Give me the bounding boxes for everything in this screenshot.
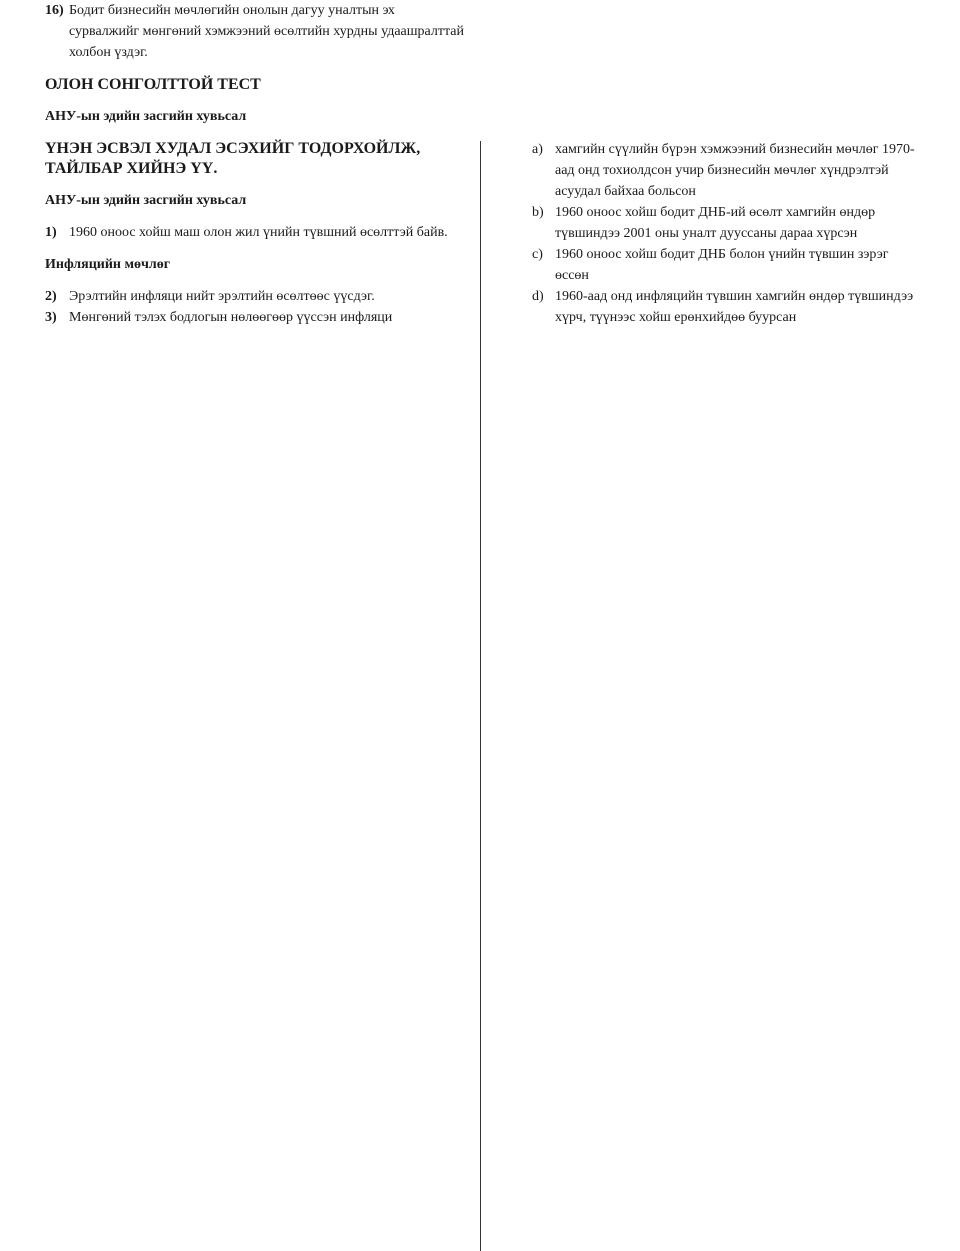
option-a (532, 139, 922, 202)
column-divider (480, 141, 481, 1251)
option-text: 1960-аад онд инфляцийн түвшин хамгийн өндөр түвшиндээ хүрч, түүнээс хойш ерөнхийдөө буурсан (555, 289, 914, 325)
question-number: 2) (45, 289, 57, 304)
question-text: Бодит бизнесийн мөчлөгийн онолын дагуу уналтын эх сурвалжийг мөнгөний хэмжээний өсөлтийн хурдны удаашралттай холбон үздэг. (69, 3, 464, 60)
right-column (532, 139, 922, 328)
question-number: 1) (45, 225, 57, 240)
true-false-heading: ҮНЭН ЭСВЭЛ ХУДАЛ ЭСЭХИЙГ ТОДОРХОЙЛЖ, ТАЙЛБАР ХИЙНЭ ҮҮ. (45, 140, 421, 177)
left-column (45, 139, 465, 328)
question-2 (45, 286, 465, 307)
option-text: 1960 оноос хойш бодит ДНБ болон үнийн түвшин зэрэг өссөн (555, 247, 889, 283)
option-text: 1960 оноос хойш бодит ДНБ-ий өсөлт хамгийн өндөр түвшиндээ 2001 оны уналт дууссаны дараа хүрсэн (555, 205, 876, 241)
option-d (532, 286, 922, 328)
option-text: хамгийн сүүлийн бүрэн хэмжээний бизнесийн мөчлөг 1970-аад онд тохиолдсон учир бизнесийн мөчлөг хүндрэлтэй асуудал байхаа больсон (555, 142, 915, 199)
option-c (532, 244, 922, 286)
question-text: 1960 оноос хойш маш олон жил үнийн түвшний өсөлттэй байв. (69, 225, 448, 240)
section-title: ОЛОН СОНГОЛТТОЙ ТЕСТ (45, 76, 261, 93)
option-letter: a) (532, 142, 543, 157)
question-16 (45, 0, 465, 63)
option-letter: c) (532, 247, 543, 262)
question-text: Мөнгөний тэлэх бодлогын нөлөөгөөр үүссэн инфляци (69, 310, 393, 325)
subsection-title: АНУ-ын эдийн засгийн хувьсал (45, 109, 247, 124)
question-number: 16) (45, 3, 64, 18)
question-1 (45, 222, 465, 243)
option-b (532, 202, 922, 244)
top-section (45, 0, 465, 127)
subheading-inflation-cycle: Инфляцийн мөчлөг (45, 257, 171, 272)
option-letter: d) (532, 289, 544, 304)
question-3 (45, 307, 465, 328)
subheading-economy: АНУ-ын эдийн засгийн хувьсал (45, 193, 247, 208)
question-number: 3) (45, 310, 57, 325)
option-letter: b) (532, 205, 544, 220)
question-text: Эрэлтийн инфляци нийт эрэлтийн өсөлтөөс үүсдэг. (69, 289, 375, 304)
